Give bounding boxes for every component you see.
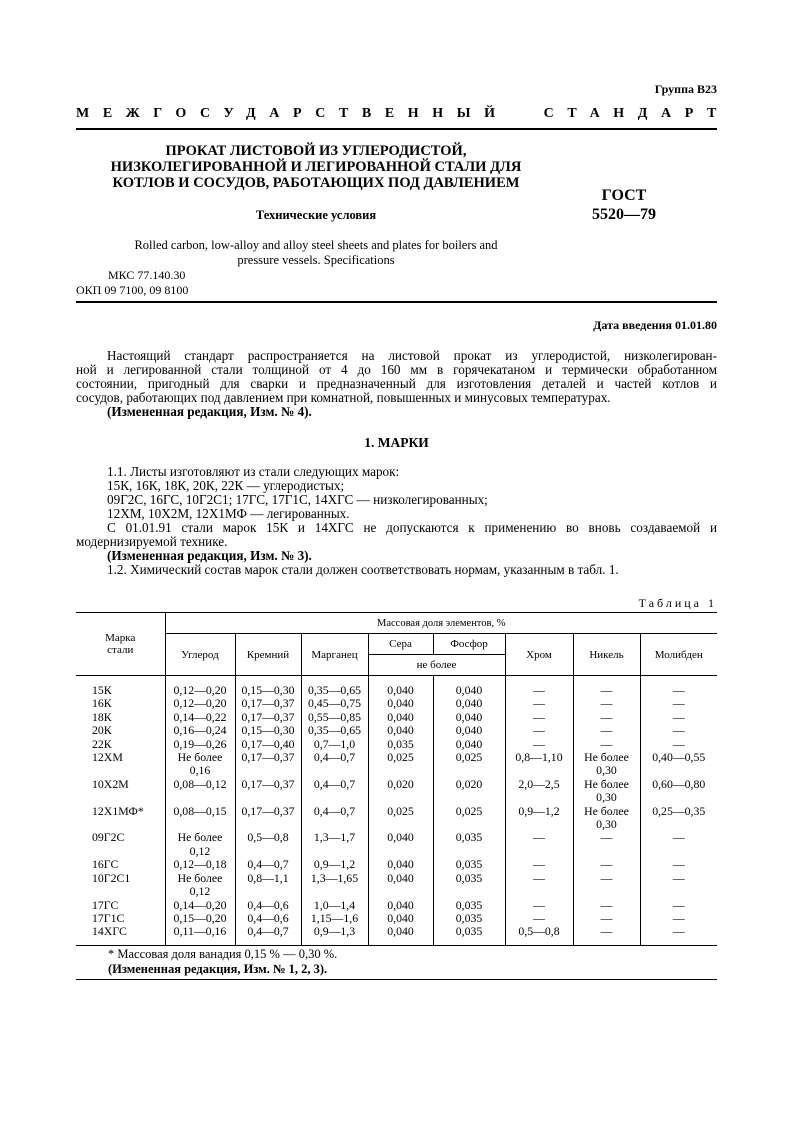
table-caption: Таблица 1	[638, 596, 717, 610]
cell-phosphorus: 0,040	[433, 711, 505, 724]
cell-phosphorus: 0,040	[433, 697, 505, 710]
table-row	[76, 831, 717, 858]
cell-silicon: 0,5—0,8	[235, 831, 301, 858]
cell-chromium: 0,5—0,8	[505, 925, 573, 945]
cell-chromium: —	[505, 676, 573, 698]
cell-molybdenum: 0,60—0,80	[640, 778, 717, 805]
okp-code: ОКП 09 7100, 09 8100	[76, 283, 189, 297]
cell-carbon: 0,19—0,26	[165, 738, 235, 751]
cell-phosphorus: 0,040	[433, 724, 505, 737]
cell-phosphorus: 0,035	[433, 872, 505, 899]
cell-molybdenum: —	[640, 738, 717, 751]
cell-phosphorus: 0,035	[433, 925, 505, 945]
cell-chromium: —	[505, 724, 573, 737]
cell-manganese: 0,45—0,75	[301, 697, 368, 710]
section1-amendment: (Измененная редакция, Изм. № 3).	[107, 548, 312, 563]
cell-phosphorus: 0,040	[433, 738, 505, 751]
cell-molybdenum: —	[640, 676, 717, 698]
footnote-rule	[76, 979, 717, 980]
cell-sulfur: 0,025	[368, 805, 433, 832]
cell-sulfur: 0,020	[368, 778, 433, 805]
cell-carbon: 0,12—0,18	[165, 858, 235, 871]
col-header-carbon: Углерод	[165, 634, 235, 676]
cell-sulfur: 0,025	[368, 751, 433, 778]
col-header-molybdenum: Молибден	[640, 634, 717, 676]
cell-carbon: 0,12—0,20	[165, 676, 235, 698]
cell-carbon: 0,14—0,20	[165, 899, 235, 912]
table-row	[76, 724, 717, 737]
cell-manganese: 1,3—1,7	[301, 831, 368, 858]
cell-silicon: 0,17—0,37	[235, 711, 301, 724]
cell-manganese: 0,55—0,85	[301, 711, 368, 724]
cell-molybdenum: 0,25—0,35	[640, 805, 717, 832]
cell-sulfur: 0,040	[368, 858, 433, 871]
cell-phosphorus: 0,025	[433, 751, 505, 778]
cell-nickel: —	[573, 711, 640, 724]
gost-number: 5520—79	[592, 206, 656, 223]
cell-grade: 17Г1С	[92, 910, 125, 925]
cell-phosphorus: 0,040	[433, 676, 505, 698]
cell-chromium: —	[505, 697, 573, 710]
cell-silicon: 0,17—0,37	[235, 805, 301, 832]
banner-right: СТАНДАРТ	[543, 106, 730, 121]
cell-grade: 16ГС	[92, 857, 119, 872]
document-subtitle: Технические условия	[255, 208, 377, 222]
table-body	[76, 676, 717, 946]
intro-line: состоянии, пригодный для сварки и предназначенный для изготовления деталей и частей котлов и	[76, 376, 717, 391]
cell-chromium: 2,0—2,5	[505, 778, 573, 805]
cell-nickel: —	[573, 676, 640, 698]
cell-sulfur: 0,040	[368, 872, 433, 899]
alloy-grades: 12ХМ, 10Х2М, 12Х1МФ — легированных.	[107, 506, 350, 521]
cell-nickel: —	[573, 831, 640, 858]
clause-1-2: 1.2. Химический состав марок стали должен соответствовать нормам, указанным в табл. 1.	[107, 562, 619, 577]
cell-molybdenum: 0,40—0,55	[640, 751, 717, 778]
cell-carbon: Не более 0,12	[165, 831, 235, 858]
cell-grade: 18К	[92, 709, 112, 724]
cell-silicon: 0,17—0,37	[235, 751, 301, 778]
cell-molybdenum: —	[640, 711, 717, 724]
cell-phosphorus: 0,025	[433, 805, 505, 832]
col-header-chromium: Хром	[505, 634, 573, 676]
col-header-mass-fraction: Массовая доля элементов, %	[165, 613, 717, 634]
cell-molybdenum: —	[640, 912, 717, 925]
cell-manganese: 1,15—1,6	[301, 912, 368, 925]
cell-chromium: 0,8—1,10	[505, 751, 573, 778]
cell-manganese: 0,7—1,0	[301, 738, 368, 751]
table-row	[76, 858, 717, 871]
cell-molybdenum: —	[640, 872, 717, 899]
table-row	[76, 778, 717, 805]
cell-nickel: —	[573, 858, 640, 871]
cell-molybdenum: —	[640, 925, 717, 945]
cell-chromium: —	[505, 912, 573, 925]
carbon-grades: 15К, 16К, 18К, 20К, 22К — углеродистых;	[107, 478, 345, 493]
table-row	[76, 711, 717, 724]
col-header-max: не более	[368, 655, 505, 676]
cell-carbon: 0,14—0,22	[165, 711, 235, 724]
cell-sulfur: 0,040	[368, 724, 433, 737]
cell-grade: 15К	[92, 683, 112, 697]
table-footnotes	[108, 947, 337, 977]
cell-nickel: Не более 0,30	[573, 778, 640, 805]
cell-grade: 09Г2С	[92, 830, 125, 845]
cell-molybdenum: —	[640, 697, 717, 710]
cell-carbon: 0,16—0,24	[165, 724, 235, 737]
table-row	[76, 676, 717, 698]
cell-silicon: 0,4—0,6	[235, 912, 301, 925]
table-amendment: (Измененная редакция, Изм. № 1, 2, 3).	[108, 962, 328, 976]
cell-silicon: 0,17—0,37	[235, 697, 301, 710]
cell-sulfur: 0,040	[368, 925, 433, 945]
cell-carbon: 0,12—0,20	[165, 697, 235, 710]
cell-chromium: —	[505, 738, 573, 751]
cell-silicon: 0,17—0,37	[235, 778, 301, 805]
cell-grade: 16К	[92, 696, 112, 711]
cell-sulfur: 0,040	[368, 697, 433, 710]
cell-sulfur: 0,040	[368, 831, 433, 858]
cell-nickel: —	[573, 912, 640, 925]
intro-line: ной и легированной стали толщиной от 4 до 160 мм в горячекатаном и термически обработанном	[76, 362, 717, 377]
cell-chromium: 0,9—1,2	[505, 805, 573, 832]
gost-label: ГОСТ	[601, 187, 647, 204]
cell-nickel: —	[573, 724, 640, 737]
cell-sulfur: 0,040	[368, 676, 433, 698]
cell-carbon: 0,11—0,16	[165, 925, 235, 945]
cell-nickel: —	[573, 738, 640, 751]
cell-grade: 14ХГС	[92, 924, 127, 939]
cell-phosphorus: 0,035	[433, 899, 505, 912]
document-title: ПРОКАТ ЛИСТОВОЙ ИЗ УГЛЕРОДИСТОЙ, НИЗКОЛЕГИРОВАННОЙ И ЛЕГИРОВАННОЙ СТАЛИ ДЛЯ КОТЛОВ И СОСУДОВ, РАБОТАЮЩИХ ПОД ДАВЛЕНИЕМ	[110, 143, 522, 191]
cell-sulfur: 0,040	[368, 912, 433, 925]
cell-manganese: 0,35—0,65	[301, 676, 368, 698]
section1-text	[76, 465, 717, 577]
table-row	[76, 899, 717, 912]
cell-phosphorus: 0,035	[433, 831, 505, 858]
cell-silicon: 0,17—0,40	[235, 738, 301, 751]
table-row	[76, 872, 717, 899]
cell-chromium: —	[505, 899, 573, 912]
cell-manganese: 1,3—1,65	[301, 872, 368, 899]
title-block-rule	[76, 301, 717, 303]
cell-carbon: 0,08—0,15	[165, 805, 235, 832]
table-row	[76, 751, 717, 778]
vanadium-footnote: * Массовая доля ванадия 0,15 % — 0,30 %.	[108, 947, 338, 961]
cell-phosphorus: 0,020	[433, 778, 505, 805]
cell-grade: 12ХМ	[92, 750, 123, 765]
mks-code: МКС 77.140.30	[108, 268, 186, 282]
cell-grade: 17ГС	[92, 897, 119, 912]
gost-designation	[584, 186, 664, 224]
intro-paragraph	[76, 349, 717, 419]
cell-sulfur: 0,040	[368, 899, 433, 912]
low-alloy-grades: 09Г2С, 16ГС, 10Г2С1; 17ГС, 17Г1С, 14ХГС — низколегированных;	[107, 492, 488, 507]
restriction-note: С 01.01.91 стали марок 15К и 14ХГС не допускаются к применению во вновь создаваемой и	[107, 520, 717, 535]
clause-1-1: 1.1. Листы изготовляют из стали следующих марок:	[107, 464, 400, 479]
cell-manganese: 1,0—1,4	[301, 899, 368, 912]
col-header-sulfur: Сера	[368, 634, 433, 655]
cell-manganese: 0,4—0,7	[301, 805, 368, 832]
cell-molybdenum: —	[640, 724, 717, 737]
col-header-manganese: Марганец	[301, 634, 368, 676]
col-header-nickel: Никель	[573, 634, 640, 676]
cell-molybdenum: —	[640, 858, 717, 871]
cell-carbon: Не более 0,12	[165, 872, 235, 899]
english-title: Rolled carbon, low-alloy and alloy steel sheets and plates for boilers and pressure vessels. Specifications	[134, 238, 498, 267]
cell-carbon: 0,15—0,20	[165, 912, 235, 925]
cell-nickel: Не более 0,30	[573, 805, 640, 832]
cell-manganese: 0,35—0,65	[301, 724, 368, 737]
cell-manganese: 0,4—0,7	[301, 778, 368, 805]
cell-silicon: 0,4—0,7	[235, 858, 301, 871]
cell-chromium: —	[505, 872, 573, 899]
restriction-note-cont: модернизируемой технике.	[76, 534, 228, 549]
cell-chromium: —	[505, 711, 573, 724]
cell-grade: 12Х1МФ*	[92, 803, 144, 818]
section-heading-grades: 1. МАРКИ	[364, 435, 429, 450]
cell-phosphorus: 0,035	[433, 912, 505, 925]
col-header-phosphorus: Фосфор	[433, 634, 505, 655]
chemical-composition-table	[76, 612, 717, 946]
cell-molybdenum: —	[640, 831, 717, 858]
cell-chromium: —	[505, 858, 573, 871]
cell-carbon: 0,08—0,12	[165, 778, 235, 805]
cell-silicon: 0,4—0,7	[235, 925, 301, 945]
header-rule	[76, 128, 717, 130]
cell-grade: 22К	[92, 736, 112, 751]
intro-line: Настоящий стандарт распространяется на листовой прокат из углеродистой, низколегирован-	[107, 348, 717, 363]
table-row	[76, 805, 717, 832]
cell-sulfur: 0,040	[368, 711, 433, 724]
cell-silicon: 0,4—0,6	[235, 899, 301, 912]
cell-nickel: Не более 0,30	[573, 751, 640, 778]
cell-grade: 10Х2М	[92, 776, 129, 791]
cell-silicon: 0,15—0,30	[235, 724, 301, 737]
cell-silicon: 0,15—0,30	[235, 676, 301, 698]
table-row	[76, 925, 717, 945]
table-row	[76, 912, 717, 925]
group-label: Группа В23	[654, 82, 717, 96]
cell-manganese: 0,9—1,3	[301, 925, 368, 945]
introduction-date: Дата введения 01.01.80	[593, 318, 717, 332]
intro-line: сосудов, работающих под давлением при комнатной, повышенных и минусовых температурах.	[76, 390, 611, 405]
cell-grade: 10Г2С1	[92, 870, 131, 885]
cell-grade: 20К	[92, 723, 112, 738]
col-header-grade: Марка стали	[76, 613, 165, 676]
cell-sulfur: 0,035	[368, 738, 433, 751]
cell-chromium: —	[505, 831, 573, 858]
intro-amendment: (Измененная редакция, Изм. № 4).	[107, 404, 312, 419]
cell-carbon: Не более 0,16	[165, 751, 235, 778]
interstate-standard-banner	[76, 106, 730, 122]
cell-nickel: —	[573, 899, 640, 912]
cell-manganese: 0,9—1,2	[301, 858, 368, 871]
cell-phosphorus: 0,035	[433, 858, 505, 871]
cell-manganese: 0,4—0,7	[301, 751, 368, 778]
col-header-silicon: Кремний	[235, 634, 301, 676]
cell-silicon: 0,8—1,1	[235, 872, 301, 899]
cell-nickel: —	[573, 697, 640, 710]
cell-molybdenum: —	[640, 899, 717, 912]
table-row	[76, 738, 717, 751]
cell-nickel: —	[573, 925, 640, 945]
banner-left: МЕЖГОСУДАРСТВЕННЫЙ	[76, 106, 509, 121]
cell-nickel: —	[573, 872, 640, 899]
table-row	[76, 697, 717, 710]
